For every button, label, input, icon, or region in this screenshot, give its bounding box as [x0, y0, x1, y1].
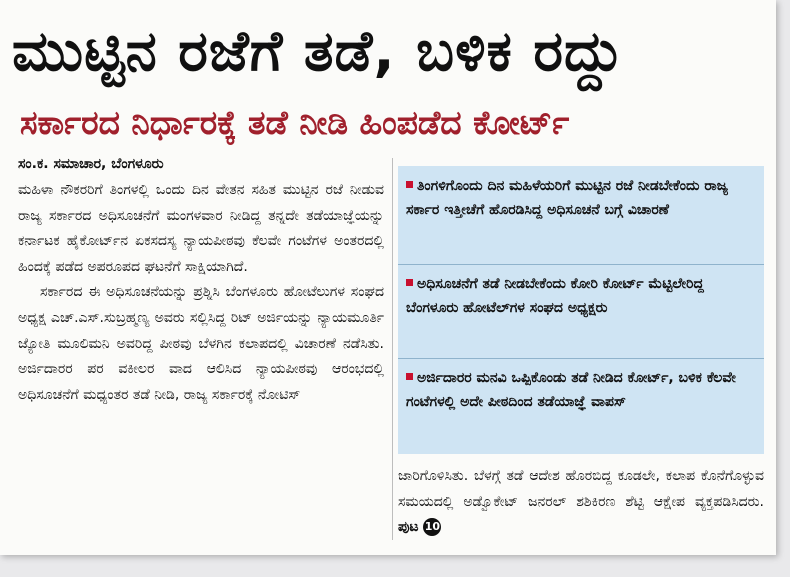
continued-on-page[interactable] — [398, 519, 441, 535]
body-paragraph — [398, 464, 764, 541]
headline: ಮುಟ್ಟಿನ ರಜೆಗೆ ತಡೆ, ಬಳಿಕ ರದ್ದು — [12, 19, 625, 84]
highlight-separator — [398, 264, 764, 265]
subheadline: ಸರ್ಕಾರದ ನಿರ್ಧಾರಕ್ಕೆ ತಡೆ ನೀಡಿ ಹಿಂಪಡೆದ ಕೋರ್ಟ್ — [20, 103, 570, 142]
column-divider — [392, 158, 393, 540]
body-paragraph: ಸರ್ಕಾರದ ಈ ಅಧಿಸೂಚನೆಯನ್ನು ಪ್ರಶ್ನಿಸಿ ಬೆಂಗಳೂರು ಹೋಟೆಲುಗಳ ಸಂಘದ ಅಧ್ಯಕ್ಷ ಎಚ್.ಎಸ್.ಸುಬ್ರಹ್ಮಣ್ಯ ಅವರು ಸಲ್ಲಿಸಿದ್ದ ರಿಟ್ ಅರ್ಜಿಯನ್ನು ನ್ಯಾಯಮೂರ್ತಿ ಜ್ಯೋತಿ ಮೂಲಿಮನಿ ಅವರಿದ್ದ ಪೀಠವು ಬೆಳಗಿನ ಕಲಾಪದಲ್ಲಿ ವಿಚಾರಣೆ ನಡೆಸಿತು. ಅರ್ಜಿದಾರರ ಪರ ವಕೀಲರ ವಾದ ಆಲಿಸಿದ ನ್ಯಾಯಪೀಠವು ಆರಂಭದಲ್ಲಿ ಅಧಿಸೂಚನೆಗೆ ಮಧ್ಯಂತರ ತಡೆ ನೀಡಿ, ರಾಜ್ಯ ಸರ್ಕಾರಕ್ಕೆ ನೋಟಿಸ್ — [18, 284, 384, 403]
highlight-item — [406, 272, 756, 320]
highlight-item — [406, 366, 756, 414]
highlight-item — [406, 174, 756, 222]
highlight-text: ತಿಂಗಳಿಗೊಂದು ದಿನ ಮಹಿಳೆಯರಿಗೆ ಮುಟ್ಟಿನ ರಜೆ ನೀಡಬೇಕೆಂದು ರಾಜ್ಯ ಸರ್ಕಾರ ಇತ್ತೀಚೆಗೆ ಹೊರಡಿಸಿದ್ದ ಅಧಿಸೂಚನೆ ಬಗ್ಗೆ ವಿಚಾರಣೆ — [406, 178, 729, 218]
left-column — [18, 178, 384, 408]
body-paragraph: ಮಹಿಳಾ ನೌಕರರಿಗೆ ತಿಂಗಳಲ್ಲಿ ಒಂದು ದಿನ ವೇತನ ಸಹಿತ ಮುಟ್ಟಿನ ರಜೆ ನೀಡುವ ರಾಜ್ಯ ಸರ್ಕಾರದ ಅಧಿಸೂಚನೆಗೆ ಮಂಗಳವಾರ ನೀಡಿದ್ದ ತನ್ನದೇ ತಡೆಯಾಜ್ಞೆಯನ್ನು ಕರ್ನಾಟಕ ಹೈಕೋರ್ಟ್‌ನ ಏಕಸದಸ್ಯ ನ್ಯಾಯಪೀಠವು ಕೆಲವೇ ಗಂಟೆಗಳ ಅಂತರದಲ್ಲಿ ಹಿಂದಕ್ಕೆ ಪಡೆದ ಅಪರೂಪದ ಘಟನೆಗೆ ಸಾಕ್ಷಿಯಾಗಿದೆ. — [18, 182, 384, 275]
highlight-box — [398, 166, 764, 454]
bullet-square-icon — [406, 181, 413, 188]
highlight-text: ಅರ್ಜಿದಾರರ ಮನವಿ ಒಪ್ಪಿಕೊಂಡು ತಡೆ ನೀಡಿದ ಕೋರ್ಟ್, ಬಳಿಕ ಕೆಲವೇ ಗಂಟೆಗಳಲ್ಲಿ ಅದೇ ಪೀಠದಿಂದ ತಡೆಯಾಜ್ಞೆ ವಾಪಸ್ — [406, 370, 736, 410]
highlight-separator — [398, 358, 764, 359]
highlight-text: ಅಧಿಸೂಚನೆಗೆ ತಡೆ ನೀಡಬೇಕೆಂದು ಕೋರಿ ಕೋರ್ಟ್ ಮೆಟ್ಟಿಲೇರಿದ್ದ ಬೆಂಗಳೂರು ಹೋಟೆಲ್‌ಗಳ ಸಂಘದ ಅಧ್ಯಕ್ಷರು — [406, 276, 704, 316]
bullet-square-icon — [406, 279, 413, 286]
page-number-badge: 10 — [423, 518, 441, 536]
continued-label: ಪುಟ — [398, 519, 419, 536]
right-column-text — [398, 464, 764, 541]
dateline: ಸಂ.ಕ. ಸಮಾಚಾರ, ಬೆಂಗಳೂರು — [18, 156, 164, 172]
bullet-square-icon — [406, 373, 413, 380]
right-paragraph: ಜಾರಿಗೊಳಿಸಿತು. ಬೆಳಗ್ಗೆ ತಡೆ ಆದೇಶ ಹೊರಬಿದ್ದ ಕೂಡಲೇ, ಕಲಾಪ ಕೊನೆಗೊಳ್ಳುವ ಸಮಯದಲ್ಲಿ ಅಡ್ವೊಕೇಟ್ ಜನರಲ್ ಶಶಿಕಿರಣ ಶೆಟ್ಟಿ ಆಕ್ಷೇಪ ವ್ಯಕ್ತಪಡಿಸಿದರು. — [398, 468, 764, 510]
